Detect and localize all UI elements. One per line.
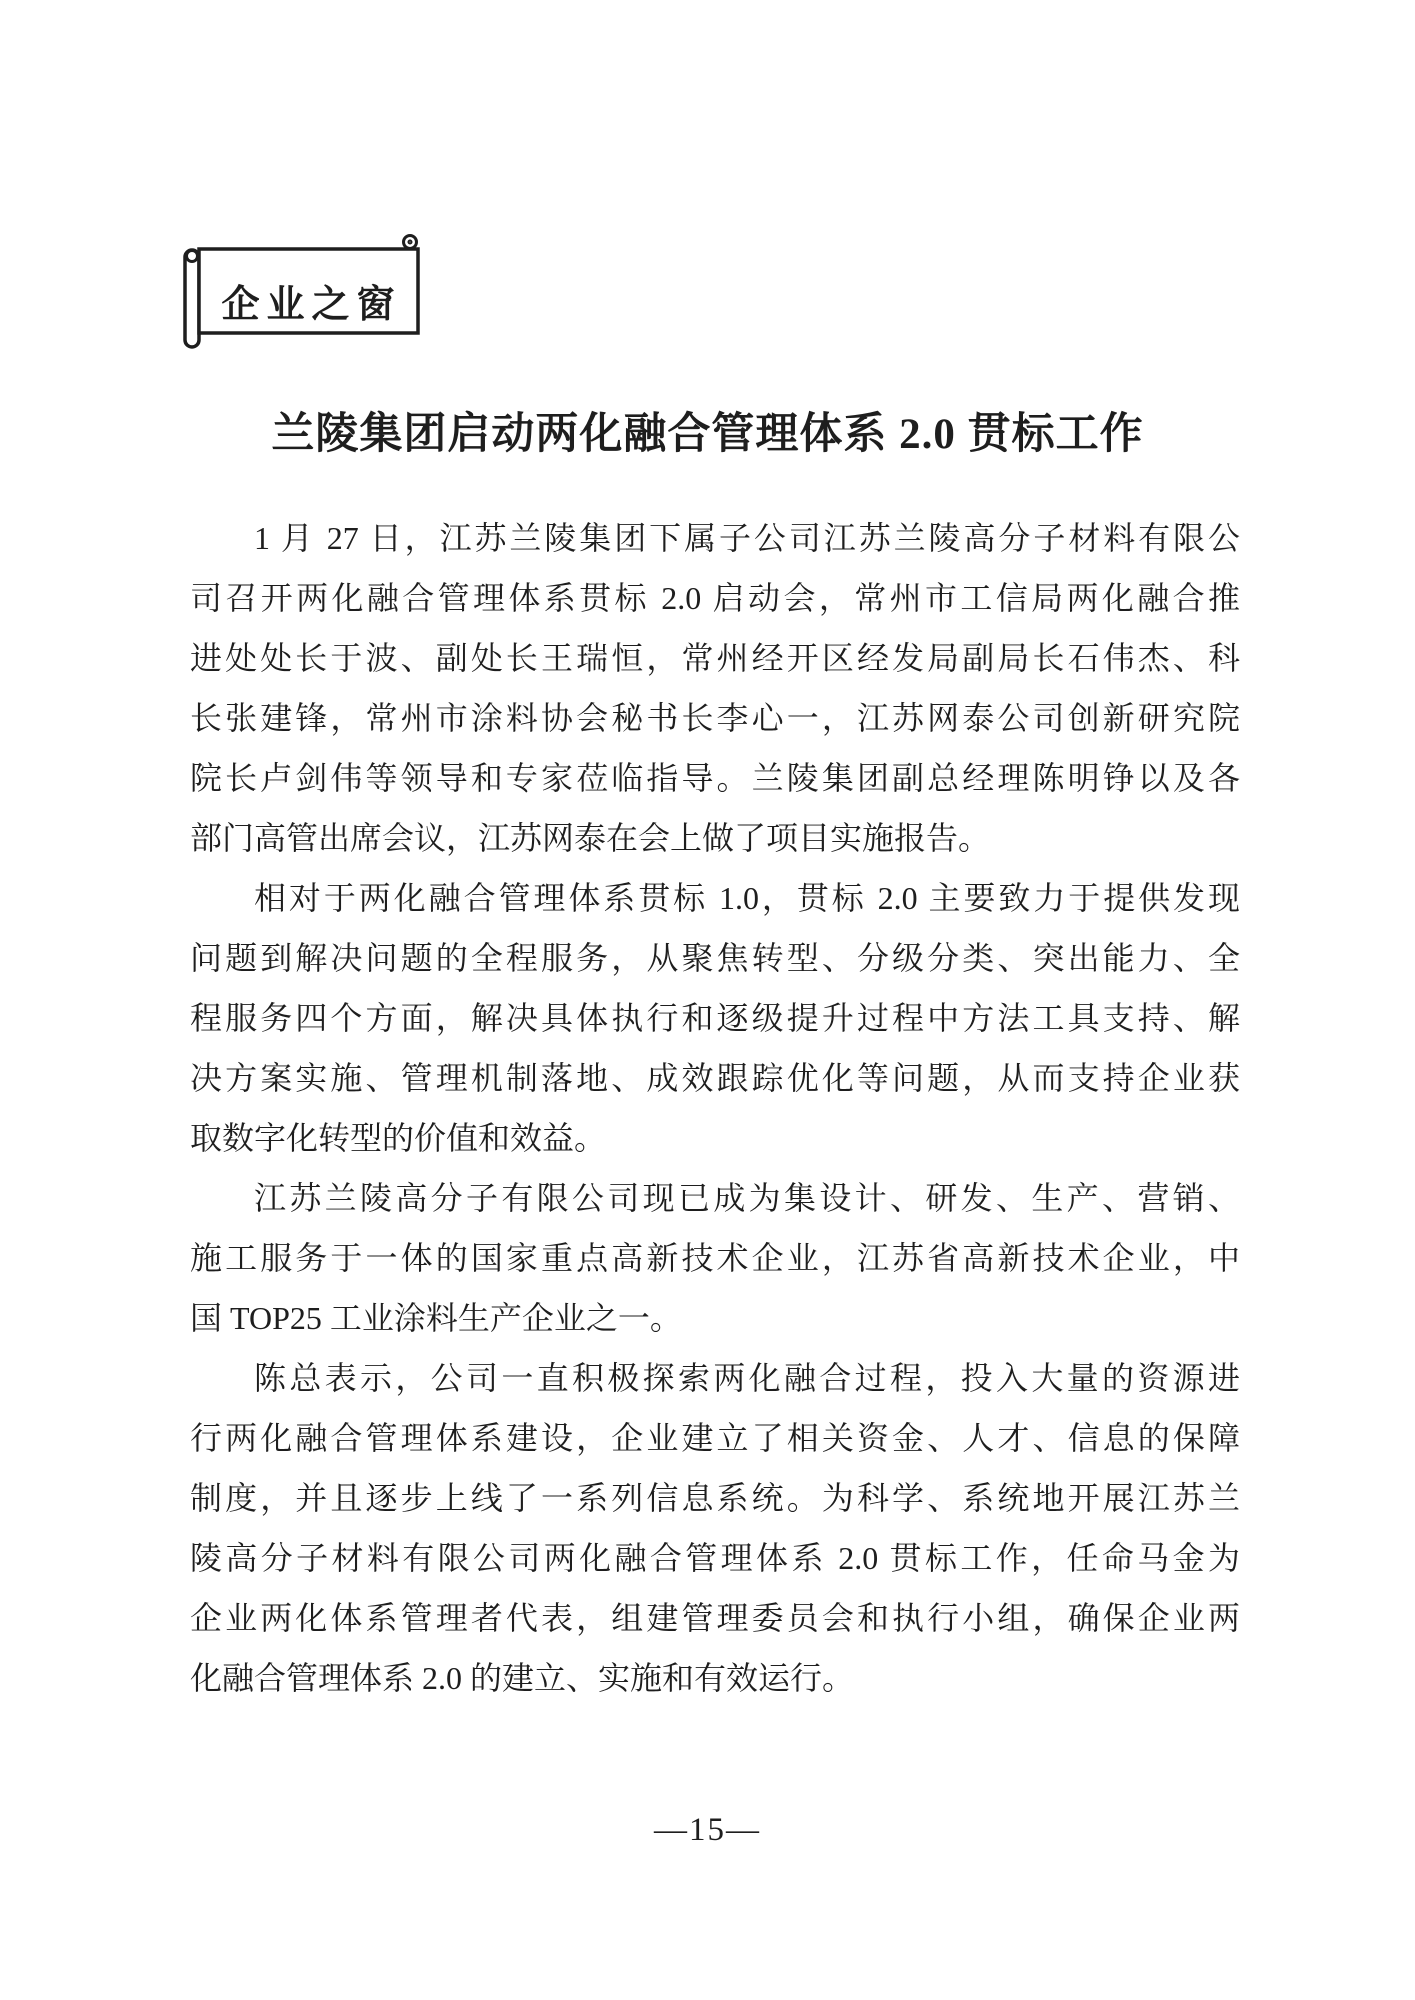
article-line: 司召开两化融合管理体系贯标 2.0 启动会，常州市工信局两化融合推 bbox=[190, 580, 1240, 616]
article-line: 院长卢剑伟等领导和专家莅临指导。兰陵集团副总经理陈明铮以及各 bbox=[190, 760, 1240, 796]
article-line: 企业两化体系管理者代表，组建管理委员会和执行小组，确保企业两 bbox=[190, 1600, 1240, 1636]
article-body bbox=[190, 508, 1240, 1708]
article-line: 问题到解决问题的全程服务，从聚焦转型、分级分类、突出能力、全 bbox=[190, 940, 1240, 976]
article-line: 相对于两化融合管理体系贯标 1.0，贯标 2.0 主要致力于提供发现 bbox=[254, 880, 1240, 916]
article-line: 陈总表示，公司一直积极探索两化融合过程，投入大量的资源进 bbox=[254, 1360, 1240, 1396]
page-number: —15— bbox=[654, 1812, 761, 1848]
article-line: 程服务四个方面，解决具体执行和逐级提升过程中方法工具支持、解 bbox=[190, 1000, 1240, 1036]
article-line: 化融合管理体系 2.0 的建立、实施和有效运行。 bbox=[190, 1660, 855, 1696]
section-banner-label: 企业之窗 bbox=[221, 284, 402, 326]
section-banner bbox=[180, 233, 420, 355]
article-line: 国 TOP25 工业涂料生产企业之一。 bbox=[190, 1300, 682, 1336]
article-line: 陵高分子材料有限公司两化融合管理体系 2.0 贯标工作，任命马金为 bbox=[190, 1540, 1240, 1576]
article-line: 1 月 27 日，江苏兰陵集团下属子公司江苏兰陵高分子材料有限公 bbox=[254, 520, 1240, 556]
article-line: 制度，并且逐步上线了一系列信息系统。为科学、系统地开展江苏兰 bbox=[190, 1480, 1240, 1516]
article-title: 兰陵集团启动两化融合管理体系 2.0 贯标工作 bbox=[271, 411, 1144, 458]
article-line: 决方案实施、管理机制落地、成效跟踪优化等问题，从而支持企业获 bbox=[190, 1060, 1240, 1096]
article-line: 行两化融合管理体系建设，企业建立了相关资金、人才、信息的保障 bbox=[190, 1420, 1240, 1456]
article-line: 江苏兰陵高分子有限公司现已成为集设计、研发、生产、营销、 bbox=[254, 1180, 1240, 1216]
article-line: 部门高管出席会议，江苏网泰在会上做了项目实施报告。 bbox=[190, 820, 991, 856]
article-line: 长张建锋，常州市涂料协会秘书长李心一，江苏网泰公司创新研究院 bbox=[190, 700, 1240, 736]
article-line: 施工服务于一体的国家重点高新技术企业，江苏省高新技术企业，中 bbox=[190, 1240, 1240, 1276]
article-line: 取数字化转型的价值和效益。 bbox=[190, 1120, 607, 1156]
article-line: 进处处长于波、副处长王瑞恒，常州经开区经发局副局长石伟杰、科 bbox=[190, 640, 1240, 676]
